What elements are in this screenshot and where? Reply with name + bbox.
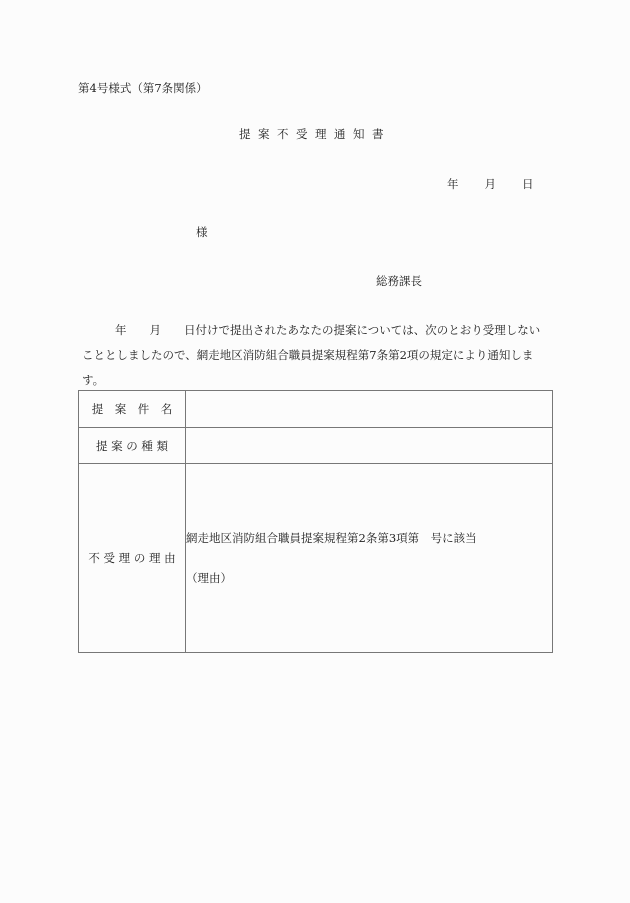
- date-line: [447, 176, 534, 192]
- sender: 総務課長: [376, 274, 422, 288]
- document-title: 提案不受理通知書: [239, 127, 391, 141]
- table-row-proposal-name: [79, 391, 553, 428]
- value-proposal-type[interactable]: [186, 428, 553, 464]
- table-row-rejection-reason: [79, 464, 553, 653]
- label-proposal-name: 提 案 件 名: [79, 391, 186, 428]
- body-line-2: こととしましたので、網走地区消防組合職員提案規程第7条第2項の規定により通知しま: [82, 348, 534, 362]
- label-proposal-type: 提 案 の 種 類: [79, 428, 186, 464]
- body-line-3: す。: [82, 373, 105, 387]
- month-label: 月: [484, 177, 496, 191]
- year-label: 年: [447, 177, 459, 191]
- rule-reference-text: 網走地区消防組合職員提案規程第2条第3項第 号に該当: [186, 531, 477, 545]
- label-rejection-reason: 不 受 理 の 理 由: [79, 464, 186, 653]
- body-line-1: 年 月 日付けで提出されたあなたの提案については、次のとおり受理しない: [92, 323, 541, 337]
- value-rejection-reason[interactable]: [186, 464, 553, 653]
- notice-table: [78, 390, 553, 653]
- table-row-proposal-type: [79, 428, 553, 464]
- value-proposal-name[interactable]: [186, 391, 553, 428]
- form-number: 第4号様式（第7条関係）: [78, 81, 208, 95]
- addressee: 様: [196, 225, 208, 239]
- body-text: [82, 318, 552, 393]
- reason-heading: （理由）: [186, 571, 232, 585]
- day-label: 日: [522, 177, 534, 191]
